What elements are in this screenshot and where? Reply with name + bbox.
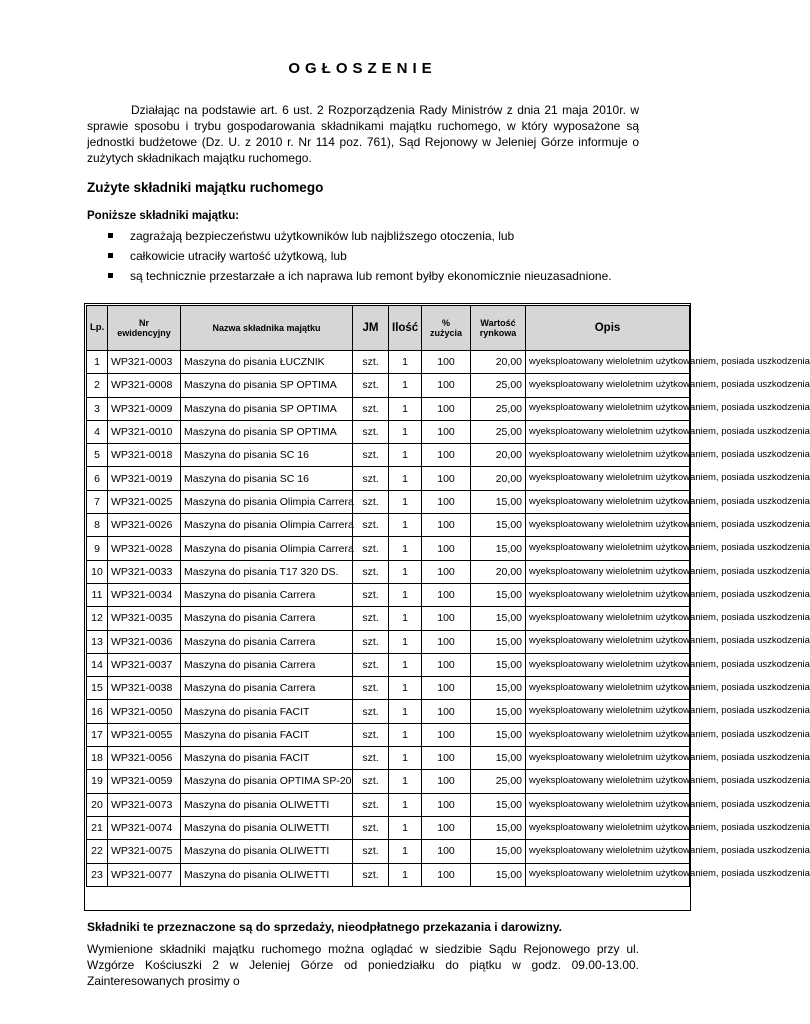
table-row: [87, 374, 690, 397]
cell-opis: wyeksploatowany wieloletnim użytkowaniem, posiada uszkodzenia: [526, 374, 690, 397]
cell-lp: 16: [87, 700, 108, 723]
cell-wartosc: 20,00: [471, 560, 526, 583]
cell-jm: szt.: [353, 397, 389, 420]
cell-nr: WP321-0025: [108, 490, 181, 513]
cell-opis: wyeksploatowany wieloletnim użytkowaniem, posiada uszkodzenia: [526, 490, 690, 513]
table-row: [87, 397, 690, 420]
cell-zuzycie: 100: [422, 537, 471, 560]
cell-nazwa: Maszyna do pisania OPTIMA SP-20: [181, 770, 353, 793]
cell-nazwa: Maszyna do pisania SP OPTIMA: [181, 420, 353, 443]
cell-opis: wyeksploatowany wieloletnim użytkowaniem, posiada uszkodzenia: [526, 607, 690, 630]
cell-opis: wyeksploatowany wieloletnim użytkowaniem, posiada uszkodzenia: [526, 653, 690, 676]
cell-jm: szt.: [353, 793, 389, 816]
list-item: [108, 226, 612, 246]
cell-ilosc: 1: [389, 747, 422, 770]
cell-zuzycie: 100: [422, 677, 471, 700]
cell-wartosc: 15,00: [471, 700, 526, 723]
cell-wartosc: 15,00: [471, 630, 526, 653]
cell-lp: 4: [87, 420, 108, 443]
cell-jm: szt.: [353, 700, 389, 723]
cell-wartosc: 25,00: [471, 770, 526, 793]
cell-zuzycie: 100: [422, 653, 471, 676]
cell-opis: wyeksploatowany wieloletnim użytkowaniem, posiada uszkodzenia: [526, 770, 690, 793]
cell-lp: 21: [87, 816, 108, 839]
section-heading: Zużyte składniki majątku ruchomego: [87, 180, 324, 195]
cell-lp: 1: [87, 351, 108, 374]
cell-zuzycie: 100: [422, 863, 471, 886]
cell-wartosc: 15,00: [471, 723, 526, 746]
cell-ilosc: 1: [389, 374, 422, 397]
cell-zuzycie: 100: [422, 630, 471, 653]
cell-zuzycie: 100: [422, 770, 471, 793]
cell-wartosc: 15,00: [471, 583, 526, 606]
cell-jm: szt.: [353, 816, 389, 839]
cell-nazwa: Maszyna do pisania OLIWETTI: [181, 793, 353, 816]
cell-ilosc: 1: [389, 467, 422, 490]
col-header-ilosc: Ilość: [389, 306, 422, 351]
cell-opis: wyeksploatowany wieloletnim użytkowaniem, posiada uszkodzenia: [526, 747, 690, 770]
assets-table: [86, 305, 810, 887]
cell-lp: 9: [87, 537, 108, 560]
closing-paragraph: Wymienione składniki majątku ruchomego można oglądać w siedzibie Sądu Rejonowego przy ul. Wzgórze Kościuszki 2 w Jeleniej Górze od poniedziałku do piątku w godz. 09.00-13.00. Zainteresowanych prosimy o: [87, 942, 639, 988]
cell-nazwa: Maszyna do pisania Olimpia Carrera: [181, 514, 353, 537]
cell-ilosc: 1: [389, 560, 422, 583]
cell-nr: WP321-0019: [108, 467, 181, 490]
table-header-row: [87, 306, 690, 351]
cell-ilosc: 1: [389, 583, 422, 606]
cell-ilosc: 1: [389, 607, 422, 630]
cell-ilosc: 1: [389, 630, 422, 653]
cell-wartosc: 15,00: [471, 816, 526, 839]
list-item: [108, 266, 612, 286]
cell-lp: 17: [87, 723, 108, 746]
cell-zuzycie: 100: [422, 607, 471, 630]
cell-opis: wyeksploatowany wieloletnim użytkowaniem, posiada uszkodzenia: [526, 630, 690, 653]
table-row: [87, 351, 690, 374]
table-row: [87, 467, 690, 490]
table-row: [87, 723, 690, 746]
cell-nr: WP321-0009: [108, 397, 181, 420]
cell-zuzycie: 100: [422, 793, 471, 816]
cell-nr: WP321-0059: [108, 770, 181, 793]
table-row: [87, 840, 690, 863]
cell-zuzycie: 100: [422, 560, 471, 583]
cell-lp: 23: [87, 863, 108, 886]
cell-zuzycie: 100: [422, 723, 471, 746]
page-title: OGŁOSZENIE: [288, 60, 437, 77]
cell-ilosc: 1: [389, 723, 422, 746]
table-row: [87, 863, 690, 886]
cell-nazwa: Maszyna do pisania FACIT: [181, 723, 353, 746]
list-item-text: są technicznie przestarzałe a ich naprawa lub remont byłby ekonomicznie nieuzasadnione.: [130, 269, 612, 283]
cell-nr: WP321-0008: [108, 374, 181, 397]
cell-ilosc: 1: [389, 700, 422, 723]
cell-opis: wyeksploatowany wieloletnim użytkowaniem, posiada uszkodzenia: [526, 560, 690, 583]
list-item-text: całkowicie utraciły wartość użytkową, lub: [130, 249, 347, 263]
table-row: [87, 607, 690, 630]
cell-lp: 12: [87, 607, 108, 630]
cell-opis: wyeksploatowany wieloletnim użytkowaniem, posiada uszkodzenia: [526, 583, 690, 606]
cell-nazwa: Maszyna do pisania OLIWETTI: [181, 863, 353, 886]
cell-wartosc: 15,00: [471, 793, 526, 816]
bullet-square-icon: [108, 273, 113, 278]
cell-lp: 8: [87, 514, 108, 537]
cell-nr: WP321-0050: [108, 700, 181, 723]
cell-zuzycie: 100: [422, 490, 471, 513]
cell-opis: wyeksploatowany wieloletnim użytkowaniem, posiada uszkodzenia: [526, 397, 690, 420]
cell-jm: szt.: [353, 560, 389, 583]
cell-jm: szt.: [353, 467, 389, 490]
cell-jm: szt.: [353, 537, 389, 560]
cell-opis: wyeksploatowany wieloletnim użytkowaniem, posiada uszkodzenia: [526, 467, 690, 490]
cell-opis: wyeksploatowany wieloletnim użytkowaniem, posiada uszkodzenia: [526, 840, 690, 863]
cell-wartosc: 20,00: [471, 467, 526, 490]
table-row: [87, 816, 690, 839]
cell-jm: szt.: [353, 374, 389, 397]
cell-nazwa: Maszyna do pisania Olimpia Carrera: [181, 537, 353, 560]
cell-nazwa: Maszyna do pisania SP OPTIMA: [181, 374, 353, 397]
cell-lp: 7: [87, 490, 108, 513]
cell-nazwa: Maszyna do pisania SC 16: [181, 444, 353, 467]
cell-jm: szt.: [353, 723, 389, 746]
cell-ilosc: 1: [389, 793, 422, 816]
cell-nazwa: Maszyna do pisania SC 16: [181, 467, 353, 490]
cell-nazwa: Maszyna do pisania Carrera: [181, 607, 353, 630]
cell-nazwa: Maszyna do pisania ŁUCZNIK: [181, 351, 353, 374]
table-row: [87, 537, 690, 560]
cell-nr: WP321-0003: [108, 351, 181, 374]
table-body: [87, 351, 810, 887]
cell-nr: WP321-0033: [108, 560, 181, 583]
cell-wartosc: 15,00: [471, 514, 526, 537]
cell-ilosc: 1: [389, 351, 422, 374]
cell-wartosc: 25,00: [471, 374, 526, 397]
cell-nazwa: Maszyna do pisania Carrera: [181, 630, 353, 653]
col-header-zuzycie: % zużycia: [422, 306, 471, 351]
cell-wartosc: 15,00: [471, 490, 526, 513]
cell-nr: WP321-0074: [108, 816, 181, 839]
cell-wartosc: 15,00: [471, 537, 526, 560]
col-header-jm: JM: [353, 306, 389, 351]
cell-wartosc: 15,00: [471, 747, 526, 770]
cell-lp: 5: [87, 444, 108, 467]
cell-jm: szt.: [353, 444, 389, 467]
cell-nr: WP321-0034: [108, 583, 181, 606]
cell-jm: szt.: [353, 583, 389, 606]
cell-jm: szt.: [353, 863, 389, 886]
cell-nazwa: Maszyna do pisania FACIT: [181, 700, 353, 723]
cell-wartosc: 15,00: [471, 863, 526, 886]
list-item-text: zagrażają bezpieczeństwu użytkowników lub najbliższego otoczenia, lub: [130, 229, 515, 243]
cell-opis: wyeksploatowany wieloletnim użytkowaniem, posiada uszkodzenia: [526, 816, 690, 839]
cell-ilosc: 1: [389, 816, 422, 839]
cell-jm: szt.: [353, 351, 389, 374]
cell-wartosc: 15,00: [471, 840, 526, 863]
col-header-wartosc: Wartość rynkowa: [471, 306, 526, 351]
table-row: [87, 420, 690, 443]
cell-lp: 11: [87, 583, 108, 606]
cell-nazwa: Maszyna do pisania OLIWETTI: [181, 840, 353, 863]
cell-wartosc: 20,00: [471, 444, 526, 467]
cell-nr: WP321-0073: [108, 793, 181, 816]
table-row: [87, 514, 690, 537]
cell-opis: wyeksploatowany wieloletnim użytkowaniem, posiada uszkodzenia: [526, 700, 690, 723]
cell-lp: 6: [87, 467, 108, 490]
cell-nazwa: Maszyna do pisania SP OPTIMA: [181, 397, 353, 420]
table-row: [87, 653, 690, 676]
cell-jm: szt.: [353, 630, 389, 653]
cell-lp: 13: [87, 630, 108, 653]
cell-jm: szt.: [353, 770, 389, 793]
cell-ilosc: 1: [389, 863, 422, 886]
bullet-square-icon: [108, 233, 113, 238]
cell-lp: 20: [87, 793, 108, 816]
table-row: [87, 700, 690, 723]
cell-lp: 2: [87, 374, 108, 397]
cell-opis: wyeksploatowany wieloletnim użytkowaniem, posiada uszkodzenia: [526, 863, 690, 886]
table-row: [87, 677, 690, 700]
table-row: [87, 793, 690, 816]
cell-zuzycie: 100: [422, 700, 471, 723]
cell-nr: WP321-0075: [108, 840, 181, 863]
cell-jm: szt.: [353, 490, 389, 513]
cell-nr: WP321-0026: [108, 514, 181, 537]
cell-nazwa: Maszyna do pisania Carrera: [181, 653, 353, 676]
cell-zuzycie: 100: [422, 514, 471, 537]
cell-opis: wyeksploatowany wieloletnim użytkowaniem, posiada uszkodzenia: [526, 514, 690, 537]
cell-wartosc: 15,00: [471, 653, 526, 676]
table-row: [87, 560, 690, 583]
cell-jm: szt.: [353, 607, 389, 630]
table-row: [87, 490, 690, 513]
cell-nazwa: Maszyna do pisania T17 320 DS.: [181, 560, 353, 583]
table-row: [87, 630, 690, 653]
cell-nr: WP321-0037: [108, 653, 181, 676]
cell-lp: 14: [87, 653, 108, 676]
table-row: [87, 583, 690, 606]
cell-lp: 18: [87, 747, 108, 770]
list-lead: Poniższe składniki majątku:: [87, 210, 240, 222]
col-header-nazwa: Nazwa składnika majątku: [181, 306, 353, 351]
cell-nr: WP321-0036: [108, 630, 181, 653]
cell-jm: szt.: [353, 420, 389, 443]
cell-zuzycie: 100: [422, 816, 471, 839]
cell-nr: WP321-0038: [108, 677, 181, 700]
cell-opis: wyeksploatowany wieloletnim użytkowaniem, posiada uszkodzenia: [526, 537, 690, 560]
cell-ilosc: 1: [389, 770, 422, 793]
cell-opis: wyeksploatowany wieloletnim użytkowaniem, posiada uszkodzenia: [526, 351, 690, 374]
cell-nazwa: Maszyna do pisania Carrera: [181, 583, 353, 606]
cell-opis: wyeksploatowany wieloletnim użytkowaniem, posiada uszkodzenia: [526, 677, 690, 700]
cell-wartosc: 15,00: [471, 677, 526, 700]
cell-nr: WP321-0028: [108, 537, 181, 560]
cell-nr: WP321-0055: [108, 723, 181, 746]
cell-ilosc: 1: [389, 397, 422, 420]
cell-lp: 15: [87, 677, 108, 700]
cell-jm: szt.: [353, 677, 389, 700]
table-row: [87, 770, 690, 793]
cell-jm: szt.: [353, 747, 389, 770]
cell-zuzycie: 100: [422, 467, 471, 490]
cell-ilosc: 1: [389, 840, 422, 863]
cell-zuzycie: 100: [422, 444, 471, 467]
cell-jm: szt.: [353, 514, 389, 537]
criteria-list: [108, 226, 612, 286]
cell-wartosc: 15,00: [471, 607, 526, 630]
table-row: [87, 747, 690, 770]
cell-lp: 10: [87, 560, 108, 583]
cell-opis: wyeksploatowany wieloletnim użytkowaniem, posiada uszkodzenia: [526, 444, 690, 467]
cell-nr: WP321-0056: [108, 747, 181, 770]
list-item: [108, 246, 612, 266]
cell-nazwa: Maszyna do pisania Olimpia Carrera: [181, 490, 353, 513]
cell-wartosc: 25,00: [471, 420, 526, 443]
cell-zuzycie: 100: [422, 840, 471, 863]
cell-opis: wyeksploatowany wieloletnim użytkowaniem, posiada uszkodzenia: [526, 793, 690, 816]
cell-opis: wyeksploatowany wieloletnim użytkowaniem, posiada uszkodzenia: [526, 420, 690, 443]
cell-zuzycie: 100: [422, 397, 471, 420]
cell-nr: WP321-0010: [108, 420, 181, 443]
cell-ilosc: 1: [389, 514, 422, 537]
cell-ilosc: 1: [389, 537, 422, 560]
cell-nr: WP321-0077: [108, 863, 181, 886]
cell-ilosc: 1: [389, 677, 422, 700]
cell-opis: wyeksploatowany wieloletnim użytkowaniem, posiada uszkodzenia: [526, 723, 690, 746]
cell-wartosc: 20,00: [471, 351, 526, 374]
cell-zuzycie: 100: [422, 747, 471, 770]
cell-nr: WP321-0018: [108, 444, 181, 467]
col-header-opis: Opis: [526, 306, 690, 351]
cell-nazwa: Maszyna do pisania Carrera: [181, 677, 353, 700]
intro-paragraph: Działając na podstawie art. 6 ust. 2 Rozporządzenia Rady Ministrów z dnia 21 maja 2010r. w sprawie sposobu i trybu gospodarowania składnikami majątku ruchomego, w który wyposażone są jednostki budżetowe (Dz. U. z 2010 r. Nr 114 poz. 761), Sąd Rejonowy w Jeleniej Górze informuje o zużytych składnikach majątku ruchomego.: [87, 103, 639, 165]
cell-zuzycie: 100: [422, 420, 471, 443]
cell-jm: szt.: [353, 653, 389, 676]
col-header-lp: Lp.: [87, 306, 108, 351]
cell-zuzycie: 100: [422, 374, 471, 397]
cell-jm: szt.: [353, 840, 389, 863]
cell-zuzycie: 100: [422, 583, 471, 606]
cell-nr: WP321-0035: [108, 607, 181, 630]
bullet-square-icon: [108, 253, 113, 258]
cell-wartosc: 25,00: [471, 397, 526, 420]
col-header-nr: Nr ewidencyjny: [108, 306, 181, 351]
cell-zuzycie: 100: [422, 351, 471, 374]
cell-lp: 3: [87, 397, 108, 420]
cell-ilosc: 1: [389, 490, 422, 513]
cell-lp: 22: [87, 840, 108, 863]
cell-lp: 19: [87, 770, 108, 793]
cell-nazwa: Maszyna do pisania FACIT: [181, 747, 353, 770]
cell-nazwa: Maszyna do pisania OLIWETTI: [181, 816, 353, 839]
cell-ilosc: 1: [389, 444, 422, 467]
cell-ilosc: 1: [389, 420, 422, 443]
cell-ilosc: 1: [389, 653, 422, 676]
table-row: [87, 444, 690, 467]
sale-note: Składniki te przeznaczone są do sprzedaży, nieodpłatnego przekazania i darowizny.: [87, 920, 563, 934]
